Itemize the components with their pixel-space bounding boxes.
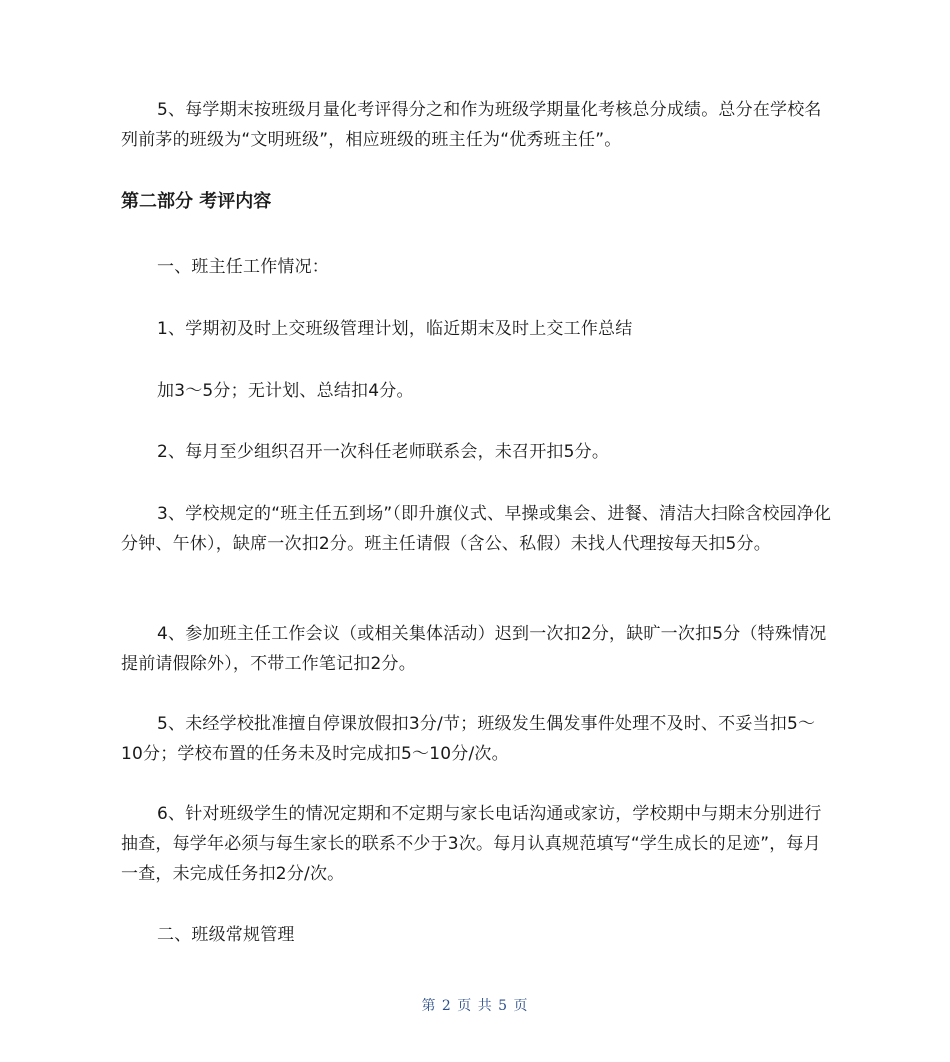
page-number-footer: 第 2 页 共 5 页 xyxy=(421,998,529,1014)
item-6: 6、针对班级学生的情况定期和不定期与家长电话沟通或家访，学校期中与期末分别进行抽查，每学年必须与每生家长的联系不少于3次。每月认真规范填写“学生成长的足迹”，每月一查，未完成任务扣2分/次。 xyxy=(121,804,822,884)
section-heading: 第二部分 考评内容 xyxy=(121,191,272,212)
item-5: 5、未经学校批准擅自停课放假扣3分/节；班级发生偶发事件处理不及时、不妥当扣5～10分；学校布置的任务未及时完成扣5～10分/次。 xyxy=(121,714,816,764)
item-3: 3、学校规定的“班主任五到场”（即升旗仪式、早操或集会、进餐、清洁大扫除含校园净化分钟、午休），缺席一次扣2分。班主任请假（含公、私假）未找人代理按每天扣5分。 xyxy=(121,504,832,554)
sub-heading-1: 一、班主任工作情况： xyxy=(157,257,329,277)
item-4: 4、参加班主任工作会议（或相关集体活动）迟到一次扣2分，缺旷一次扣5分（特殊情况提前请假除外），不带工作笔记扣2分。 xyxy=(121,624,827,674)
item-1: 1、学期初及时上交班级管理计划，临近期末及时上交工作总结 xyxy=(157,319,633,339)
paragraph-intro-5: 5、每学期末按班级月量化考评得分之和作为班级学期量化考核总分成绩。总分在学校名列前茅的班级为“文明班级”，相应班级的班主任为“优秀班主任”。 xyxy=(121,100,822,150)
sub-heading-2: 二、班级常规管理 xyxy=(157,925,295,945)
item-2: 2、每月至少组织召开一次科任老师联系会，未召开扣5分。 xyxy=(157,442,610,462)
item-1-continuation: 加3～5分；无计划、总结扣4分。 xyxy=(157,381,414,401)
